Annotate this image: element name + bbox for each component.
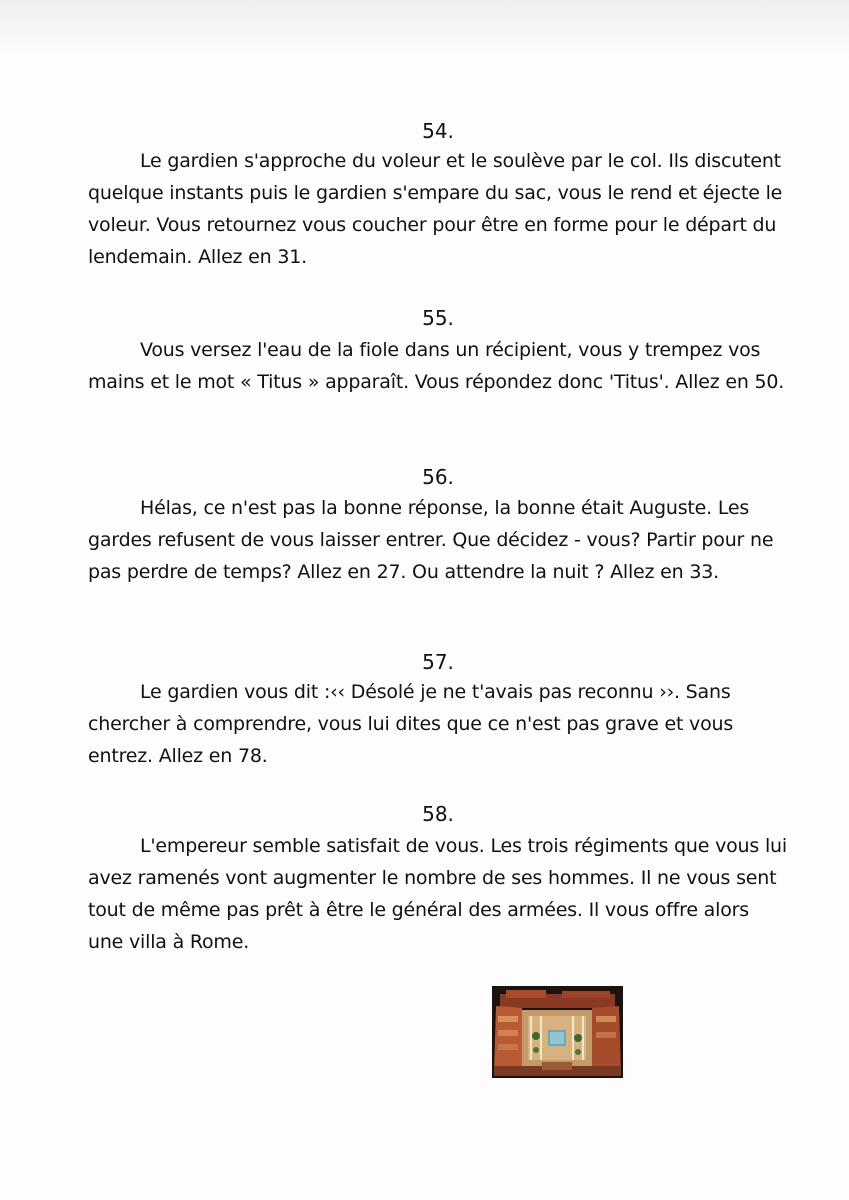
roman-villa-image [492,986,623,1078]
section-number: 56. [422,465,454,489]
section-number: 54. [422,119,454,143]
section-number: 55. [422,306,454,330]
paragraph-text: Le gardien vous dit :‹‹ Désolé je ne t'avais pas reconnu ››. Sans chercher à comprendre, vous lui dites que ce n'est pas grave et vous entrez. Allez en 78. [88,681,734,767]
section-text [88,830,788,958]
section-text [88,334,788,398]
page-edge-shadow [0,0,849,60]
section-text [88,492,788,588]
section-number: 58. [422,802,454,826]
paragraph-text: L'empereur semble satisfait de vous. Les trois régiments que vous lui avez ramenés vont augmenter le nombre de ses hommes. Il ne vous sent tout de même pas prêt à être le général des armées. Il vous offre alors une villa à Rome. [88,835,787,953]
villa-illustration [492,986,623,1078]
section-text [88,145,788,273]
paragraph-text: Vous versez l'eau de la fiole dans un récipient, vous y trempez vos mains et le mot « Titus » apparaît. Vous répondez donc 'Titus'. Allez en 50. [88,339,785,393]
section-text [88,676,788,772]
paragraph-text: Le gardien s'approche du voleur et le soulève par le col. Ils discutent quelque instants puis le gardien s'empare du sac, vous le rend et éjecte le voleur. Vous retournez vous coucher pour être en forme pour le départ du lendemain. Allez en 31. [88,150,783,268]
paragraph-text: Hélas, ce n'est pas la bonne réponse, la bonne était Auguste. Les gardes refusent de vous laisser entrer. Que décidez - vous? Partir pour ne pas perdre de temps? Allez en 27. Ou attendre la nuit ? Allez en 33. [88,497,774,583]
section-number: 57. [422,650,454,674]
